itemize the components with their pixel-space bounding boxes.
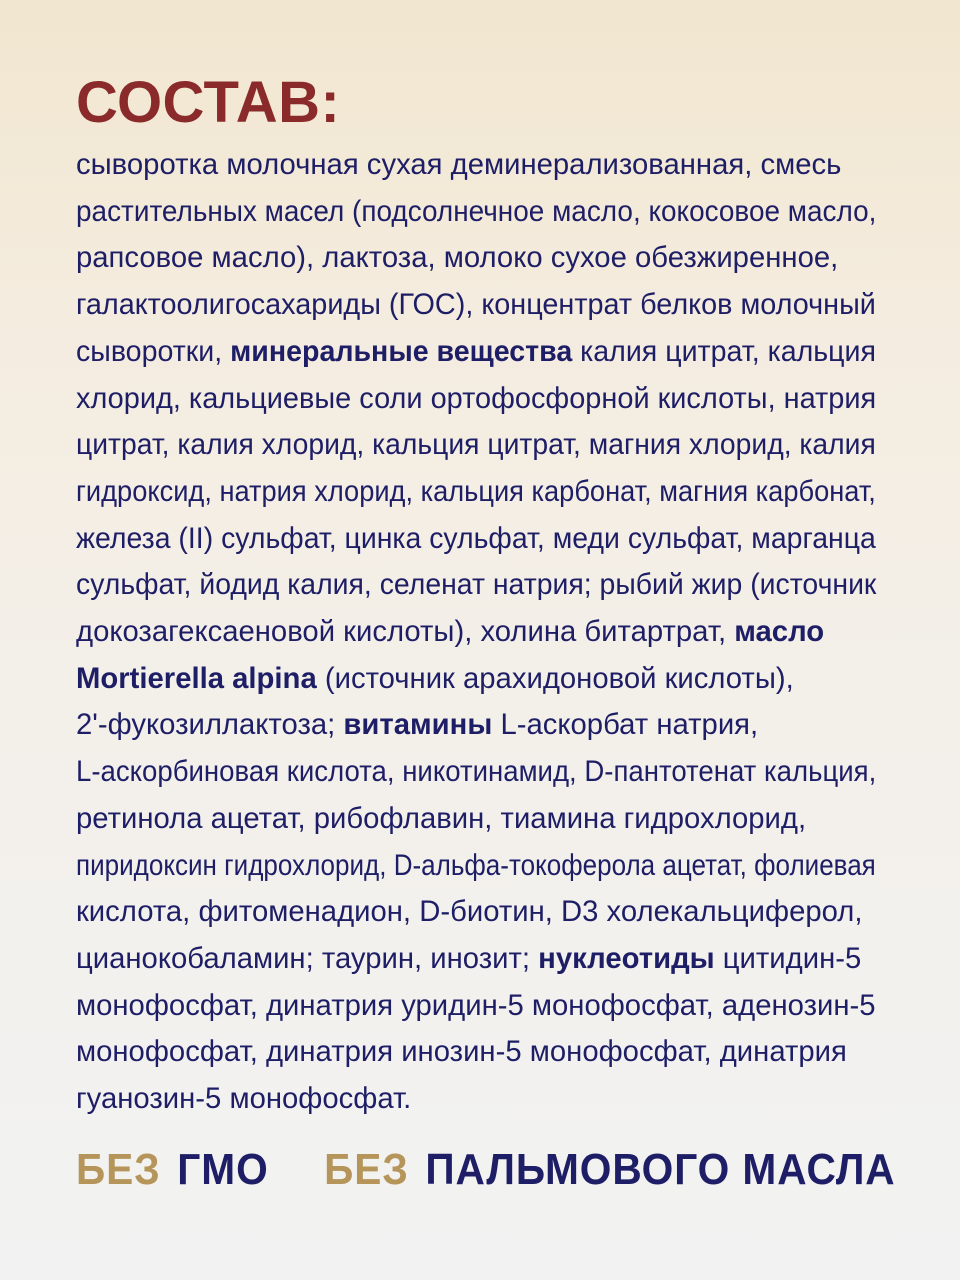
ingredients-text — [76, 142, 896, 1123]
ingredient-text: (источник арахидоновой кислоты), — [316, 661, 794, 695]
no-gmo-prefix: БЕЗ — [76, 1145, 161, 1194]
no-gmo-claim — [76, 1145, 269, 1195]
ingredients-line — [76, 235, 876, 282]
ingredients-line — [76, 889, 876, 936]
ingredients-line — [76, 282, 876, 329]
no-palm-oil-claim — [324, 1145, 895, 1195]
ingredient-text: монофосфат, динатрия инозин-5 монофосфат, динатрия — [76, 1035, 847, 1069]
ingredient-text: ретинола ацетат, рибофлавин, тиамина гидрохлорид, — [76, 801, 807, 835]
ingredient-text: хлорид, кальциевые соли ортофосфорной кислоты, натрия — [76, 381, 877, 415]
claims-footer — [76, 1134, 896, 1206]
ingredient-text: сульфат, йодид калия, селенат натрия; рыбий жир (источник — [76, 568, 877, 602]
ingredient-text: цитрат, калия хлорид, кальция цитрат, магния хлорид, калия — [76, 428, 876, 462]
ingredient-text: железа (II) сульфат, цинка сульфат, меди сульфат, марганца — [76, 521, 876, 555]
ingredient-text: гидроксид, натрия хлорид, кальция карбонат, магния карбонат, — [76, 474, 876, 508]
ingredient-text: докозагексаеновой кислоты), холина битартрат, — [76, 615, 735, 649]
composition-title: СОСТАВ: — [76, 70, 341, 135]
ingredient-group-heading: нуклеотиды — [538, 941, 715, 975]
ingredients-line — [76, 749, 877, 796]
ingredient-text: монофосфат, динатрия уридин-5 монофосфат, аденозин-5 — [76, 988, 876, 1022]
ingredient-text: рапсовое масло), лактоза, молоко сухое обезжиренное, — [76, 241, 839, 275]
ingredients-line — [76, 562, 877, 609]
ingredients-line — [76, 609, 876, 656]
ingredient-text: калия цитрат, кальция — [572, 334, 876, 368]
ingredient-group-heading: минеральные вещества — [230, 334, 573, 368]
ingredient-text: сыворотка молочная сухая деминерализованная, смесь — [76, 148, 842, 181]
ingredients-line — [76, 983, 876, 1030]
no-gmo-label: ГМО — [177, 1145, 269, 1194]
ingredient-text: цианокобаламин; таурин, инозит; — [76, 941, 539, 975]
ingredients-line — [76, 702, 876, 749]
ingredient-text: кислота, фитоменадион, D-биотин, D3 холекальциферол, — [76, 895, 863, 929]
ingredients-line — [76, 189, 877, 236]
ingredient-text: L-аскорбиновая кислота, никотинамид, D-пантотенат кальция, — [76, 755, 877, 789]
no-palm-oil-label: ПАЛЬМОВОГО МАСЛА — [425, 1145, 896, 1194]
ingredient-group-heading: Mortierella alpina — [76, 661, 317, 695]
ingredients-line — [76, 936, 876, 983]
ingredient-text: сыворотки, — [76, 334, 231, 368]
ingredients-line — [76, 142, 876, 189]
ingredients-line — [76, 376, 877, 423]
ingredient-group-heading: масло — [734, 615, 825, 649]
ingredient-text: гуанозин-5 монофосфат. — [76, 1082, 412, 1116]
ingredients-line — [76, 469, 876, 516]
no-palm-oil-prefix: БЕЗ — [324, 1145, 409, 1194]
ingredients-line — [76, 516, 876, 563]
ingredient-text: галактоолигосахариды (ГОС), концентрат белков молочный — [76, 288, 876, 322]
ingredient-text: пиридоксин гидрохлорид, D-альфа-токоферола ацетат, фолиевая — [76, 848, 876, 882]
ingredients-line — [76, 422, 876, 469]
ingredient-text: L-аскорбат натрия, — [492, 708, 759, 742]
ingredient-text: 2'-фукозиллактоза; — [76, 708, 344, 742]
ingredients-line — [76, 843, 876, 890]
ingredients-line — [76, 796, 876, 843]
ingredient-text: растительных масел (подсолнечное масло, кокосовое масло, — [76, 194, 877, 228]
ingredient-text: цитидин-5 — [714, 941, 862, 975]
ingredients-line — [76, 1029, 876, 1076]
ingredients-line — [76, 329, 876, 376]
ingredient-group-heading: витамины — [343, 708, 493, 742]
ingredients-line — [76, 656, 876, 703]
ingredients-line — [76, 1076, 876, 1123]
